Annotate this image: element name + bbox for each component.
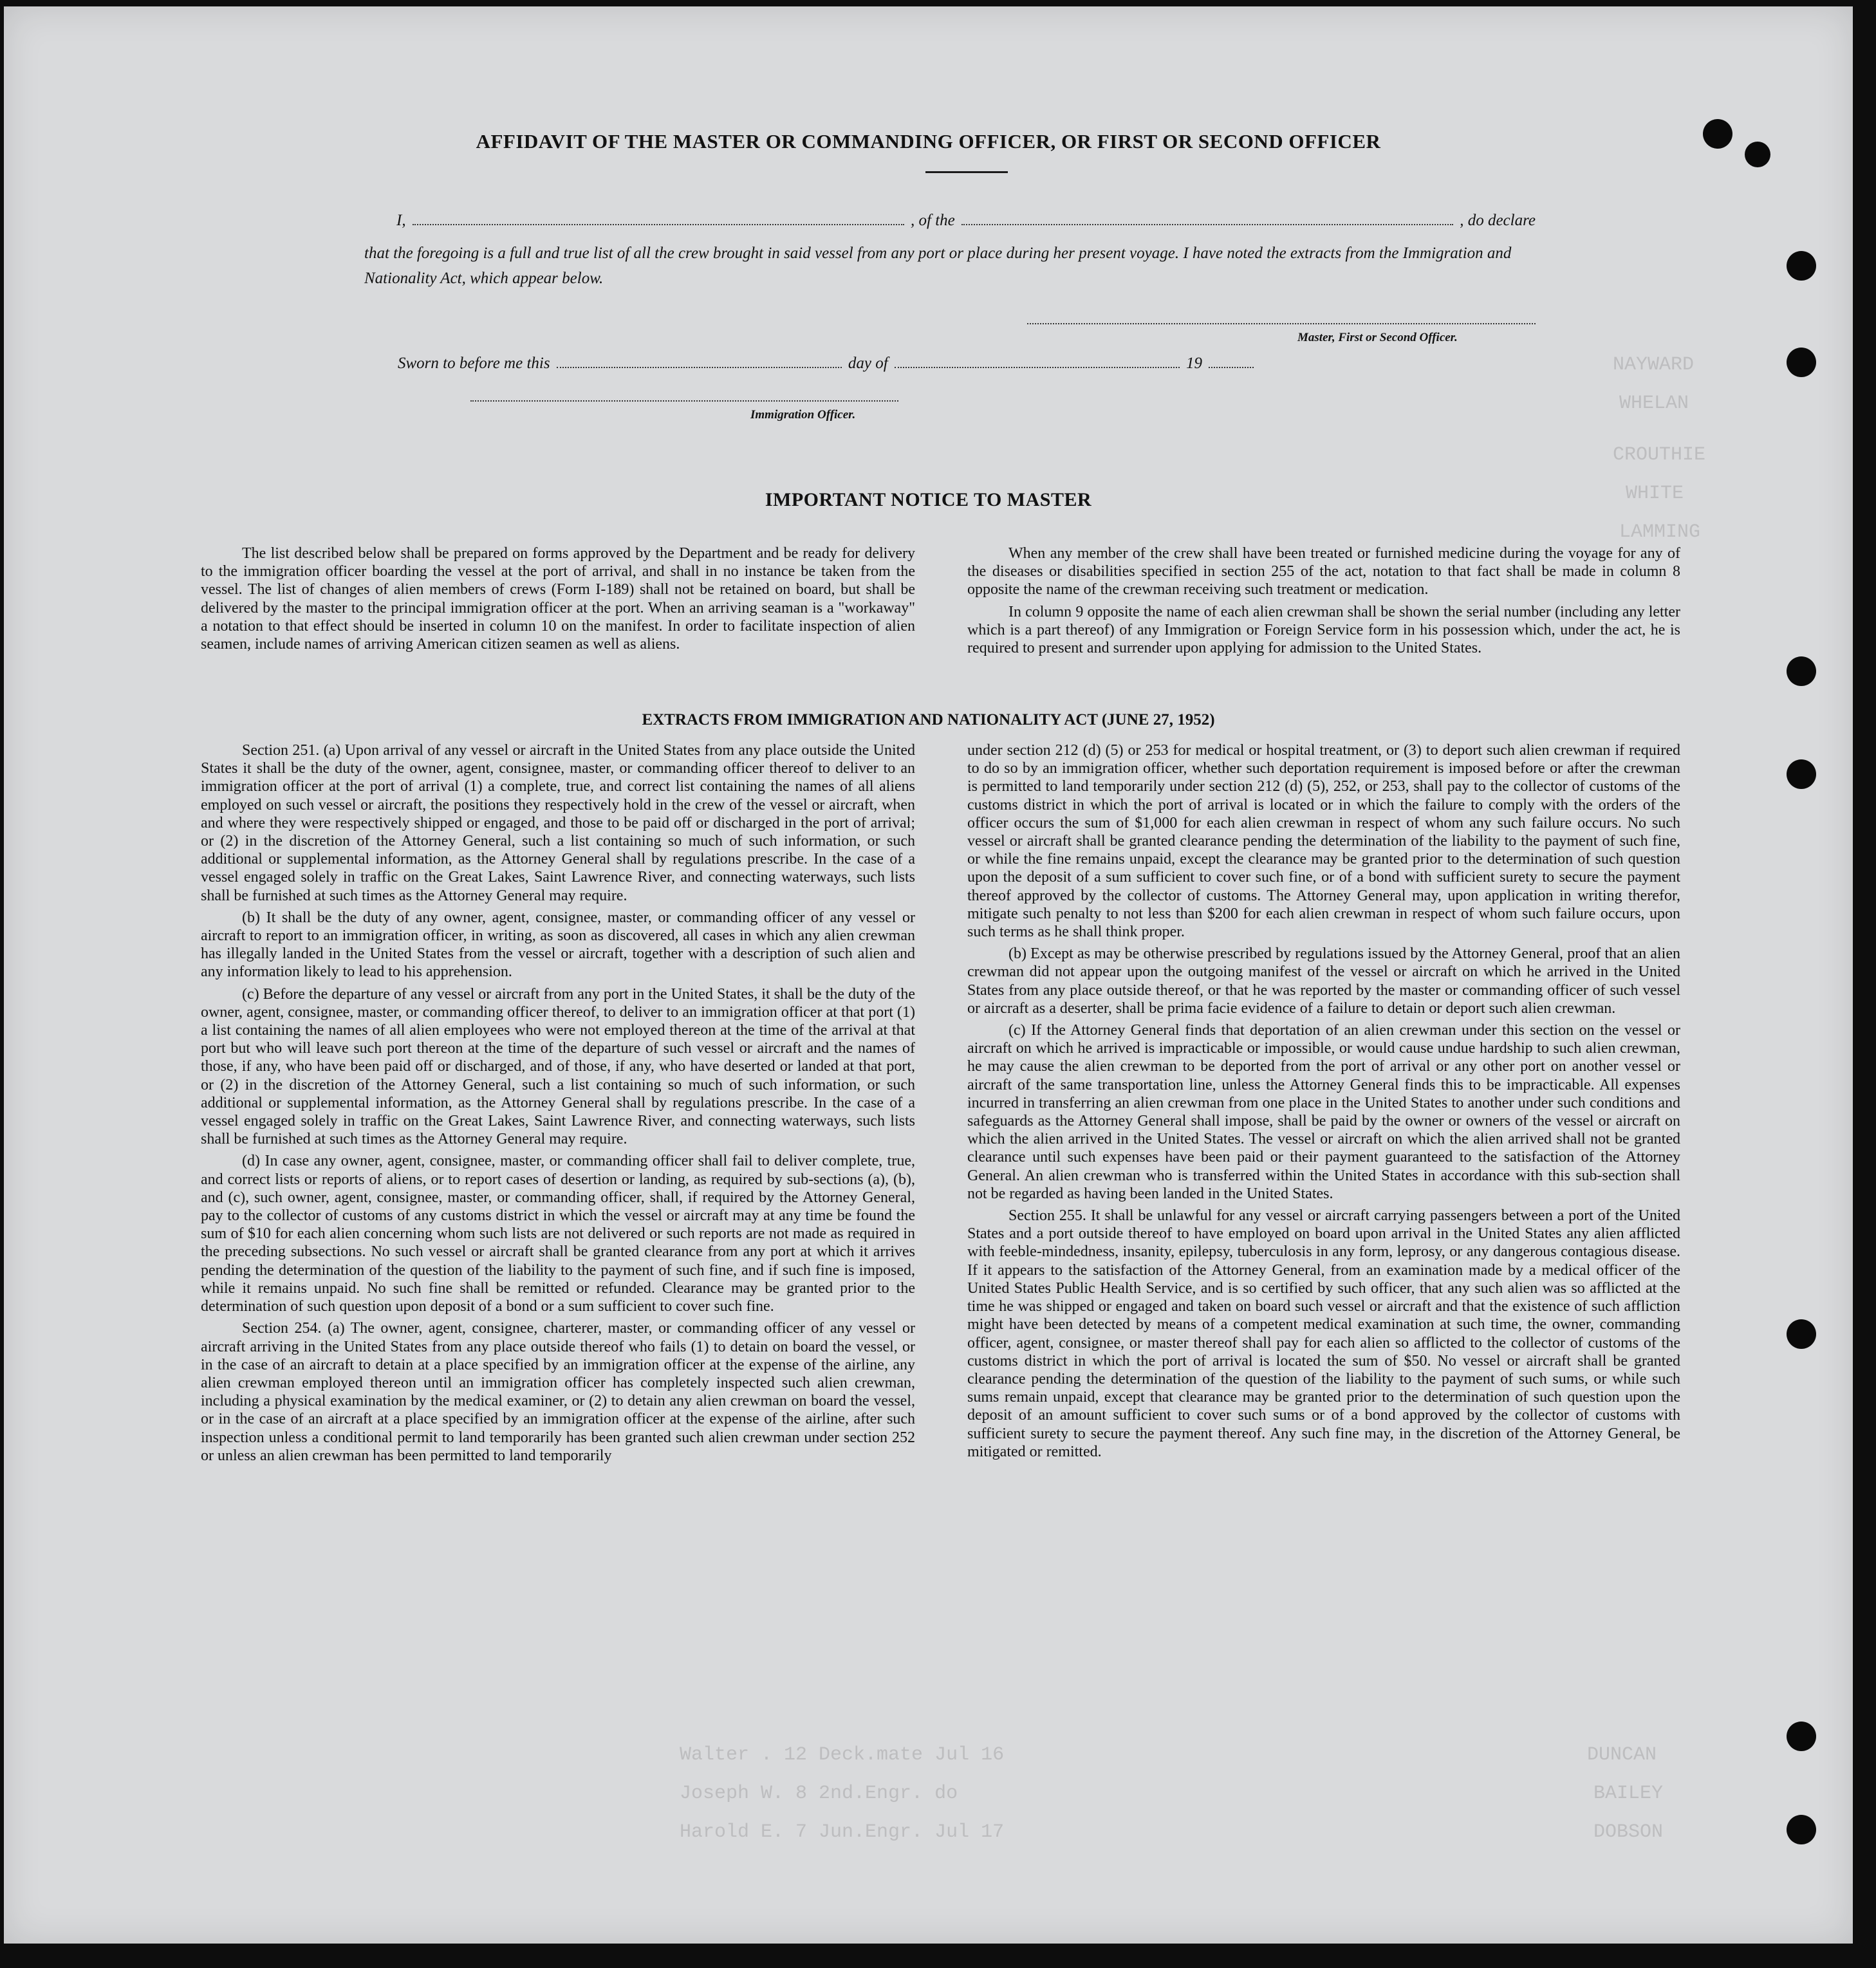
section-254a-continued: under section 212 (d) (5) or 253 for medical or hospital treatment, or (3) to deport such alien crewman if required to do so by an immigration officer, whether such deportation requirement is imposed before or after the crewman is permitted to land temporarily under section 212 (d) (5), 252, or 253, shall pay to the collector of customs of the customs district in which the port of arrival is located or in which the failure to comply with the orders of the officer occurs the sum of $1,000 for each alien crewman in respect of whom any such failure occurs. No such vessel or aircraft shall be granted clearance pending the determination of the liability to the payment of such fine, or while the fine remains unpaid, except the clearance may be granted prior to the determination of such question upon the deposit of a sum sufficient to cover such fine, or of a bond with sufficient surety to secure the payment thereof approved by the collector of customs. The Attorney General may, upon application in writing therefor, mitigate such penalty to not less than $200 for each alien crewman in respect of whom such failure occurs, upon such terms as he shall think proper. — [967, 742, 1680, 941]
punch-hole — [1787, 1815, 1816, 1844]
punch-hole — [1787, 348, 1816, 377]
officer-signature-field[interactable] — [470, 400, 898, 402]
bleed-through-text: DOBSON — [1593, 1821, 1664, 1843]
bleed-through-text: LAMMING — [1619, 521, 1701, 543]
bleed-through-text: DUNCAN — [1587, 1744, 1657, 1766]
punch-hole — [1787, 656, 1816, 686]
punch-hole — [1787, 1319, 1816, 1349]
notice-paragraph: The list described below shall be prepared on forms approved by the Department and be ready for delivery to the immigration officer boarding the vessel at the port of arrival, and shall in no instance be taken from the vessel. The list of changes of alien members of crews (Form I-189) shall not be retained on board, but shall be delivered by the master to the principal immigration officer at the port. When an arriving seaman is a "workaway" a notation to that effect should be inserted in column 10 on the manifest. In order to facilitate inspection of alien seamen, include names of arriving American citizen seamen as well as aliens. — [201, 545, 915, 653]
sworn-year-field[interactable] — [1209, 354, 1254, 368]
section-251d: (d) In case any owner, agent, consignee, master, or commanding officer shall fail to deliver complete, true, and correct lists or reports of aliens, or to report cases of desertion or landing, as required by sub-sections (a), (b), and (c), such owner, agent, consignee, master, or commanding officer, shall, if required by the Attorney General, pay to the collector of customs of any customs district in which the vessel or aircraft may at any time be found the sum of $10 for each alien concerning whom such lists are not delivered or such reports are not made as required in the preceding subsections. No such vessel or aircraft shall be granted clearance from any port at which it arrives pending the determination of the question of the liability to the payment of such fine, and if such fine is imposed, while it remains unpaid. No such fine shall be remitted or refunded. Clearance may be granted prior to the determination of such question upon deposit of a bond or a sum sufficient to cover such fine. — [201, 1153, 915, 1315]
extracts-right-column — [967, 741, 1680, 1461]
bleed-through-text: NAYWARD — [1613, 354, 1695, 376]
i-label: I, — [396, 212, 406, 229]
declaration-line — [396, 211, 1536, 230]
section-254b: (b) Except as may be otherwise prescribed by regulations issued by the Attorney General, proof that an alien crewman did not appear upon the outgoing manifest of the vessel or aircraft on which he arrived in the United States from any place outside thereof, or that he was reported by the master or commanding officer of such vessel or aircraft as a deserter, shall be prima facie evidence of a failure to detain or deport such alien crewman. — [967, 945, 1680, 1017]
notice-left-column — [201, 544, 915, 653]
section-251a: Section 251. (a) Upon arrival of any vessel or aircraft in the United States from any place outside the United States it shall be the duty of the owner, agent, consignee, master, or commanding officer thereof to deliver to an immigration officer at the port of arrival (1) a complete, true, and correct list containing the names of all aliens employed on such vessel or aircraft, the positions they respectively hold in the crew of the vessel or aircraft, when and where they were respectively shipped or engaged, and those to be paid off or discharged in the port of arrival; or (2) in the discretion of the Attorney General, such a list containing so much of such information, or such additional or supplemental information, as the Attorney General shall by regulations prescribe. In the case of a vessel engaged solely in traffic on the Great Lakes, Saint Lawrence River, and connecting waterways, such lists shall be furnished at such times as the Attorney General may require. — [201, 742, 915, 904]
notice-paragraph: In column 9 opposite the name of each alien crewman shall be shown the serial number (including any letter which is a part thereof) of any Immigration or Foreign Service form in his possession which, under the act, he is required to present and surrender upon applying for admission to the United States. — [967, 603, 1680, 657]
sworn-month-field[interactable] — [895, 354, 1180, 368]
sworn-day-field[interactable] — [557, 354, 842, 368]
master-signature-field[interactable] — [1027, 323, 1536, 324]
of-the-label: , of the — [911, 212, 955, 229]
punch-hole — [1787, 759, 1816, 789]
bleed-through-text: Walter . 12 Deck.mate Jul 16 — [680, 1744, 1005, 1766]
punch-hole — [1787, 1722, 1816, 1751]
sworn-line — [398, 354, 1260, 373]
name-field[interactable] — [413, 211, 904, 225]
do-declare-label: , do declare — [1460, 212, 1536, 229]
notice-right-column — [967, 544, 1680, 657]
bleed-through-text: CROUTHIE — [1613, 444, 1706, 466]
year-label: 19 — [1186, 355, 1203, 372]
punch-hole — [1787, 251, 1816, 281]
bleed-through-text: Harold E. 7 Jun.Engr. Jul 17 — [680, 1821, 1005, 1843]
extracts-left-column — [201, 741, 915, 1465]
bleed-through-text: WHITE — [1626, 483, 1684, 505]
bleed-through-text: BAILEY — [1593, 1783, 1664, 1805]
bleed-through-text: Joseph W. 8 2nd.Engr. do — [680, 1783, 958, 1805]
section-254c: (c) If the Attorney General finds that deportation of an alien crewman under this section on the vessel or aircraft on which he arrived is impracticable or impossible, or would cause undue hardship to such alien crewman, he may cause the alien crewman to be deported from the port of arrival or any other port on another vessel or aircraft of the same transportation line, unless the Attorney General finds this to be impracticable. All expenses incurred in transferring an alien crewman from one place in the United States to another under such conditions and safeguards as the Attorney General shall impose, shall be paid by the owner or owners of the vessel or aircraft on which the alien arrived in the United States. The vessel or aircraft on which the alien arrived shall not be granted clearance until such expenses have been paid or their payment guaranteed to the satisfaction of the Attorney General. An alien crewman who is transferred within the United States in accordance with this sub-section shall not be regarded as having been landed in the United States. — [967, 1022, 1680, 1202]
section-251b: (b) It shall be the duty of any owner, agent, consignee, master, or commanding officer of any vessel or aircraft to report to an immigration officer, in writing, as soon as discovered, all cases in which any alien crewman has illegally landed in the United States from the vessel or aircraft, together with a description of such alien and any information likely to lead to his apprehension. — [201, 909, 915, 981]
notice-title: IMPORTANT NOTICE TO MASTER — [765, 489, 1092, 510]
notice-paragraph: When any member of the crew shall have been treated or furnished medicine during the voyage for any of the diseases or disabilities specified in section 255 of the act, notation to that fact shall be made in column 8 opposite the name of the crewman receiving such treatment or medication. — [967, 545, 1680, 599]
day-of-label: day of — [848, 355, 888, 372]
document-page — [4, 6, 1853, 1944]
section-254a: Section 254. (a) The owner, agent, consignee, charterer, master, or commanding officer of any vessel or aircraft arriving in the United States from any place outside thereof who fails (1) to detain on board the vessel, or in the case of an aircraft to detain at a place specified by an immigration officer at the expense of the airline, any alien crewman employed thereon until an immigration officer has completely inspected such alien crewman, including a physical examination by the medical examiner, or (2) to detain any alien crewman on board the vessel, or in the case of an aircraft at a place specified by an immigration officer at the expense of the airline, after such inspection unless a conditional permit to land temporarily has been granted such alien crewman under section 252 or unless an alien crewman has been permitted to land temporarily — [201, 1320, 915, 1464]
affidavit-title: AFFIDAVIT OF THE MASTER OR COMMANDING OFFICER, OR FIRST OR SECOND OFFICER — [476, 130, 1381, 153]
extracts-title: EXTRACTS FROM IMMIGRATION AND NATIONALITY ACT (JUNE 27, 1952) — [642, 711, 1215, 729]
section-255: Section 255. It shall be unlawful for any vessel or aircraft carrying passengers between a port of the United States and a port outside thereof to have employed on board upon arrival in the United States any alien afflicted with feeble-mindedness, insanity, epilepsy, tuberculosis in any form, leprosy, or any dangerous contagious disease. If it appears to the satisfaction of the Attorney General, from an examination made by a medical officer of the United States Public Health Service, and is so certified by such officer, that any such alien was so afflicted at the time he was shipped or engaged and taken on board such vessel or aircraft and that the existence of such affliction might have been detected by means of a competent medical examination at such time, the owner, commanding officer, agent, consignee, or master thereof shall pay for each alien so afflicted to the collector of customs of the customs district in which the port of arrival is located the sum of $50. No vessel or aircraft shall be granted clearance pending the determination of the question of the liability to the payment of such sums, or while such sums remain unpaid, except that clearance may be granted prior to the determination of such question upon the deposit of an amount sufficient to cover such sums or of a bond approved by the collector of customs with sufficient surety to secure the payment thereof. Any such fine may, in the discretion of the Attorney General, be mitigated or remitted. — [967, 1207, 1680, 1460]
affidavit-statement: that the foregoing is a full and true list of all the crew brought in said vessel from any port or place during her present voyage. I have noted the extracts from the Immigration and Nationality Act, which appear below. — [364, 245, 1512, 287]
bleed-through-text: WHELAN — [1619, 393, 1689, 414]
section-251c: (c) Before the departure of any vessel or aircraft from any port in the United States, it shall be the duty of the owner, agent, consignee, master, or commanding officer thereof, to deliver to an immigration officer at that port (1) a list containing the names of all alien employees who were not employed thereon at the time of the arrival at that port but who will leave such port thereon at the time of the departure of such vessel or aircraft and the names of those, if any, who have been paid off or discharged, and of those, if any, who have deserted or landed at that port, or (2) in the discretion of the Attorney General, such a list containing so much of such information, or such additional or supplemental information, as the Attorney General shall by regulations prescribe. In the case of a vessel engaged solely in traffic on the Great Lakes, Saint Lawrence River, and connecting waterways, such lists shall be furnished at such times as the Attorney General may require. — [201, 985, 915, 1148]
title-divider — [925, 171, 1008, 173]
master-signature-caption: Master, First or Second Officer. — [1297, 331, 1458, 344]
vessel-field[interactable] — [961, 211, 1453, 225]
officer-signature-caption: Immigration Officer. — [750, 408, 856, 422]
sworn-prefix: Sworn to before me this — [398, 355, 550, 372]
